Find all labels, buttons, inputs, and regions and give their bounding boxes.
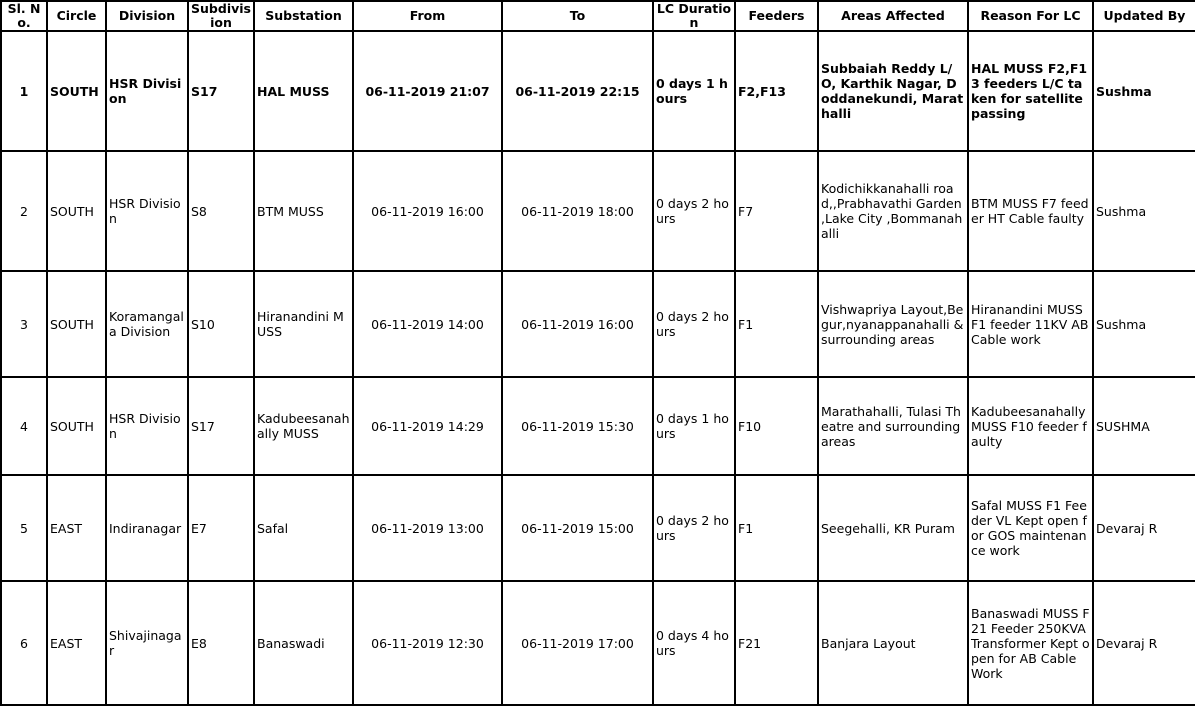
cell-feeders: F2,F13 — [735, 31, 818, 151]
cell-division: HSR Division — [106, 377, 188, 475]
header-circle: Circle — [47, 1, 106, 31]
cell-subdivision: S8 — [188, 151, 254, 271]
cell-from: 06-11-2019 14:00 — [353, 271, 502, 377]
cell-circle: SOUTH — [47, 377, 106, 475]
cell-sl-no: 1 — [1, 31, 47, 151]
cell-reason: HAL MUSS F2,F13 feeders L/C taken for satellite passing — [968, 31, 1093, 151]
cell-to: 06-11-2019 22:15 — [502, 31, 653, 151]
cell-reason: Safal MUSS F1 Feeder VL Kept open for GOS maintenance work — [968, 475, 1093, 581]
cell-sl-no: 2 — [1, 151, 47, 271]
cell-circle: EAST — [47, 475, 106, 581]
cell-subdivision: S17 — [188, 377, 254, 475]
cell-circle: SOUTH — [47, 151, 106, 271]
header-from: From — [353, 1, 502, 31]
header-row — [1, 1, 1195, 31]
header-lc-duration: LC Duration — [653, 1, 735, 31]
header-updated-by: Updated By — [1093, 1, 1195, 31]
header-division: Division — [106, 1, 188, 31]
cell-from: 06-11-2019 14:29 — [353, 377, 502, 475]
cell-areas-affected: Kodichikkanahalli road,,Prabhavathi Garden ,Lake City ,Bommanahalli — [818, 151, 968, 271]
header-to: To — [502, 1, 653, 31]
cell-updated-by: Devaraj R — [1093, 475, 1195, 581]
cell-from: 06-11-2019 13:00 — [353, 475, 502, 581]
cell-lc-duration: 0 days 1 hours — [653, 377, 735, 475]
cell-substation: Kadubeesanahally MUSS — [254, 377, 353, 475]
cell-division: Shivajinagar — [106, 581, 188, 705]
header-areas-affected: Areas Affected — [818, 1, 968, 31]
cell-subdivision: E7 — [188, 475, 254, 581]
header-subdivision: Subdivision — [188, 1, 254, 31]
header-sl-no: Sl. No. — [1, 1, 47, 31]
table-row — [1, 271, 1195, 377]
cell-feeders: F7 — [735, 151, 818, 271]
cell-circle: SOUTH — [47, 271, 106, 377]
cell-subdivision: S17 — [188, 31, 254, 151]
header-substation: Substation — [254, 1, 353, 31]
cell-feeders: F21 — [735, 581, 818, 705]
cell-feeders: F10 — [735, 377, 818, 475]
cell-reason: Kadubeesanahally MUSS F10 feeder faulty — [968, 377, 1093, 475]
cell-updated-by: Devaraj R — [1093, 581, 1195, 705]
cell-sl-no: 4 — [1, 377, 47, 475]
cell-lc-duration: 0 days 2 hours — [653, 151, 735, 271]
cell-to: 06-11-2019 17:00 — [502, 581, 653, 705]
cell-division: Koramangala Division — [106, 271, 188, 377]
cell-feeders: F1 — [735, 475, 818, 581]
cell-substation: Safal — [254, 475, 353, 581]
cell-areas-affected: Seegehalli, KR Puram — [818, 475, 968, 581]
cell-substation: Banaswadi — [254, 581, 353, 705]
cell-reason: BTM MUSS F7 feeder HT Cable faulty — [968, 151, 1093, 271]
header-feeders: Feeders — [735, 1, 818, 31]
table-row — [1, 377, 1195, 475]
cell-sl-no: 3 — [1, 271, 47, 377]
cell-areas-affected: Marathahalli, Tulasi Theatre and surrounding areas — [818, 377, 968, 475]
table-row — [1, 31, 1195, 151]
cell-substation: Hiranandini MUSS — [254, 271, 353, 377]
cell-updated-by: Sushma — [1093, 271, 1195, 377]
cell-areas-affected: Banjara Layout — [818, 581, 968, 705]
cell-lc-duration: 0 days 4 hours — [653, 581, 735, 705]
cell-lc-duration: 0 days 1 hours — [653, 31, 735, 151]
table-row — [1, 581, 1195, 705]
cell-to: 06-11-2019 15:30 — [502, 377, 653, 475]
cell-areas-affected: Subbaiah Reddy L/O, Karthik Nagar, Doddanekundi, Marathalli — [818, 31, 968, 151]
cell-subdivision: E8 — [188, 581, 254, 705]
cell-to: 06-11-2019 18:00 — [502, 151, 653, 271]
cell-subdivision: S10 — [188, 271, 254, 377]
cell-areas-affected: Vishwapriya Layout,Begur,nyanappanahalli & surrounding areas — [818, 271, 968, 377]
table-row — [1, 475, 1195, 581]
cell-from: 06-11-2019 16:00 — [353, 151, 502, 271]
cell-division: HSR Division — [106, 151, 188, 271]
cell-updated-by: Sushma — [1093, 151, 1195, 271]
cell-reason: Banaswadi MUSS F21 Feeder 250KVA Transformer Kept open for AB Cable Work — [968, 581, 1093, 705]
cell-sl-no: 6 — [1, 581, 47, 705]
cell-reason: Hiranandini MUSS F1 feeder 11KV AB Cable work — [968, 271, 1093, 377]
cell-lc-duration: 0 days 2 hours — [653, 271, 735, 377]
cell-circle: EAST — [47, 581, 106, 705]
cell-division: HSR Division — [106, 31, 188, 151]
cell-to: 06-11-2019 15:00 — [502, 475, 653, 581]
table-row — [1, 151, 1195, 271]
cell-feeders: F1 — [735, 271, 818, 377]
header-reason: Reason For LC — [968, 1, 1093, 31]
cell-division: Indiranagar — [106, 475, 188, 581]
cell-lc-duration: 0 days 2 hours — [653, 475, 735, 581]
cell-from: 06-11-2019 21:07 — [353, 31, 502, 151]
cell-circle: SOUTH — [47, 31, 106, 151]
cell-substation: BTM MUSS — [254, 151, 353, 271]
cell-to: 06-11-2019 16:00 — [502, 271, 653, 377]
cell-updated-by: SUSHMA — [1093, 377, 1195, 475]
cell-from: 06-11-2019 12:30 — [353, 581, 502, 705]
cell-sl-no: 5 — [1, 475, 47, 581]
cell-substation: HAL MUSS — [254, 31, 353, 151]
cell-updated-by: Sushma — [1093, 31, 1195, 151]
